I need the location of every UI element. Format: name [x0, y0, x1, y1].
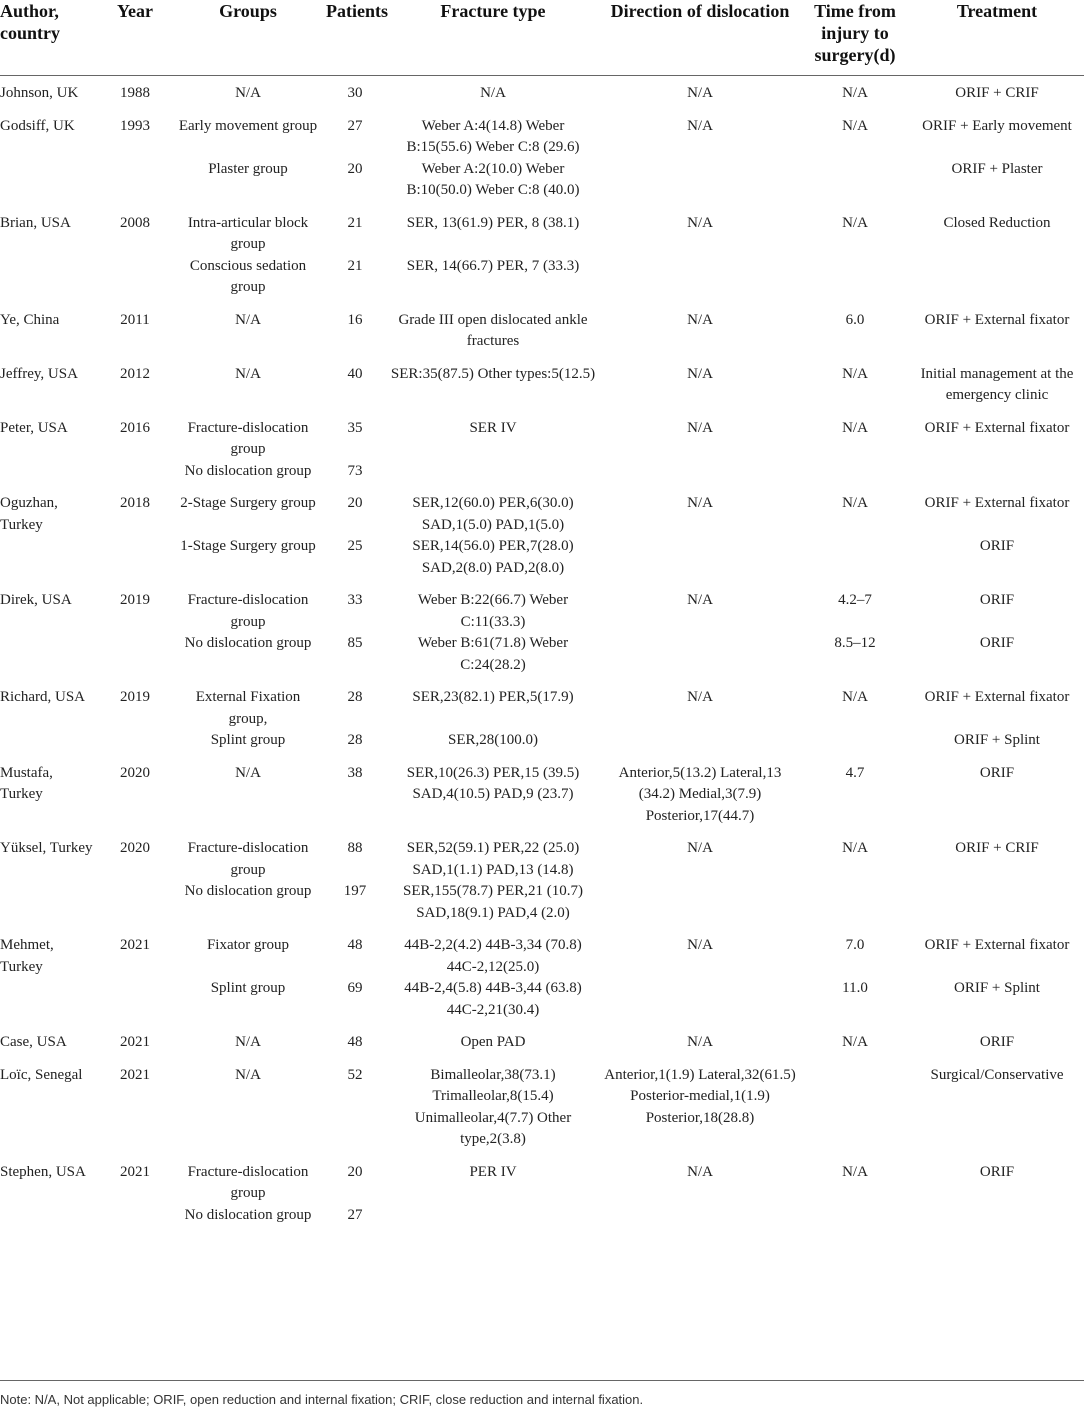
cell-fracture-type: 44B-2,4(5.8) 44B-3,44 (63.8) 44C-2,21(30.4) [404, 980, 582, 1018]
cell-year: 2020 [120, 764, 150, 781]
cell-year: 2011 [120, 311, 150, 328]
cell-treatment: ORIF + External fixator [924, 311, 1070, 328]
cell-author: Direk, USA [0, 592, 72, 608]
cell-year: 2021 [120, 937, 150, 953]
header-treatment: Treatment [910, 0, 1084, 76]
cell-direction: N/A [687, 592, 713, 608]
cell-patients: 69 [347, 980, 363, 996]
table-row [0, 583, 1084, 633]
table-row [0, 159, 1084, 206]
cell-group: No dislocation group [184, 883, 312, 899]
cell-year: 2008 [120, 214, 150, 231]
cell-time: N/A [842, 419, 868, 436]
table-row [0, 1025, 1084, 1058]
cell-treatment: Closed Reduction [943, 214, 1051, 231]
cell-year: 2021 [120, 1163, 150, 1180]
cell-year: 2020 [120, 840, 150, 856]
cell-author [0, 256, 98, 303]
cell-patients: 38 [347, 764, 363, 781]
cell-treatment: Initial management at the emergency clinic [920, 365, 1074, 403]
cell-author: Peter, USA [0, 419, 68, 436]
cell-fracture-type: Bimalleolar,38(73.1) Trimalleolar,8(15.4) Unimalleolar,4(7.7) Other type,2(3.8) [414, 1066, 572, 1147]
cell-treatment: ORIF [979, 764, 1015, 781]
cell-direction: N/A [687, 689, 713, 705]
cell-patients: 16 [347, 311, 363, 328]
cell-group: Splint group [210, 980, 286, 996]
cell-direction [600, 730, 800, 756]
cell-fracture-type: SER,12(60.0) PER,6(30.0) SAD,1(5.0) PAD,1(5.0) [412, 495, 574, 533]
cell-year [98, 536, 172, 583]
cell-group: N/A [235, 85, 261, 101]
cell-patients: 52 [347, 1066, 363, 1083]
cell-time [800, 881, 910, 928]
cell-treatment: ORIF + Plaster [951, 160, 1043, 177]
cell-treatment: ORIF + External fixator [924, 495, 1070, 511]
cell-treatment: ORIF + External fixator [924, 937, 1070, 953]
cell-group: 2-Stage Surgery group [180, 495, 316, 511]
cell-patients: 48 [347, 1034, 363, 1050]
cell-fracture-type: Weber A:4(14.8) Weber B:15(55.6) Weber C:8 (29.6) [406, 117, 580, 155]
cell-treatment [910, 461, 1084, 487]
cell-direction [600, 256, 800, 303]
cell-author: Case, USA [0, 1034, 67, 1050]
cell-group: No dislocation group [184, 635, 312, 651]
cell-time: N/A [842, 1163, 868, 1180]
cell-treatment: ORIF [979, 538, 1015, 554]
cell-group: Conscious sedation group [189, 257, 307, 295]
cell-author: Mustafa, Turkey [0, 764, 53, 802]
cell-time [800, 730, 910, 756]
header-fracture-type: Fracture type [386, 0, 600, 76]
cell-patients: 21 [347, 214, 363, 231]
cell-author: Ye, China [0, 311, 60, 328]
cell-author: Godsiff, UK [0, 117, 75, 134]
cell-patients: 28 [347, 689, 363, 705]
table-row [0, 461, 1084, 487]
table-row [0, 357, 1084, 411]
cell-time: N/A [842, 1034, 868, 1050]
header-direction: Direction of dislocation [600, 0, 800, 76]
cell-treatment: ORIF [979, 1163, 1015, 1180]
table-row [0, 536, 1084, 583]
cell-author [0, 633, 98, 680]
cell-year: 2021 [120, 1034, 150, 1050]
cell-author: Brian, USA [0, 214, 71, 231]
cell-patients: 21 [347, 257, 363, 274]
cell-author [0, 978, 98, 1025]
cell-treatment: ORIF [979, 635, 1015, 651]
cell-treatment: ORIF + Splint [954, 732, 1040, 748]
cell-time: N/A [842, 117, 868, 134]
cell-year: 2021 [120, 1066, 150, 1083]
table-row [0, 76, 1084, 109]
cell-author [0, 536, 98, 583]
table-row [0, 1205, 1084, 1231]
cell-fracture-type: 44B-2,2(4.2) 44B-3,34 (70.8) 44C-2,12(25.0) [404, 937, 582, 975]
cell-group: N/A [235, 1066, 261, 1083]
cell-year: 2019 [120, 689, 150, 705]
cell-year [98, 159, 172, 206]
cell-direction [600, 881, 800, 928]
cell-time [800, 256, 910, 303]
table-row [0, 756, 1084, 832]
header-row [0, 0, 1084, 76]
cell-time: N/A [842, 840, 868, 856]
cell-group: No dislocation group [184, 462, 312, 479]
cell-group: Intra-articular block group [187, 214, 309, 252]
cell-time: 4.2–7 [838, 592, 872, 608]
cell-patients: 20 [347, 1163, 363, 1180]
cell-group: N/A [235, 365, 261, 382]
table-row [0, 978, 1084, 1025]
cell-year [98, 256, 172, 303]
cell-fracture-type: Weber A:2(10.0) Weber B:10(50.0) Weber C:8 (40.0) [406, 160, 580, 198]
cell-direction: N/A [687, 495, 713, 511]
cell-fracture-type: Open PAD [460, 1034, 526, 1050]
cell-treatment: ORIF [979, 592, 1015, 608]
header-time: Time from injury to surgery(d) [800, 0, 910, 76]
cell-fracture-type: SER,23(82.1) PER,5(17.9) [412, 689, 574, 705]
cell-direction: Anterior,1(1.9) Lateral,32(61.5) Posterior-medial,1(1.9) Posterior,18(28.8) [604, 1066, 796, 1126]
cell-direction [600, 159, 800, 206]
cell-year [98, 881, 172, 928]
cell-fracture-type: PER IV [469, 1163, 517, 1180]
cell-group: Fixator group [206, 937, 290, 953]
cell-group: N/A [235, 311, 261, 328]
table-row [0, 928, 1084, 978]
cell-patients: 88 [347, 840, 363, 856]
cell-author: Jeffrey, USA [0, 365, 78, 382]
cell-treatment: ORIF + Splint [954, 980, 1040, 996]
table-row [0, 881, 1084, 928]
cell-year [98, 461, 172, 487]
cell-patients: 73 [347, 462, 363, 479]
cell-author [0, 730, 98, 756]
cell-fracture-type [386, 461, 600, 487]
cell-treatment [910, 1205, 1084, 1231]
cell-fracture-type: SER,155(78.7) PER,21 (10.7) SAD,18(9.1) PAD,4 (2.0) [403, 883, 583, 921]
cell-direction: N/A [687, 117, 713, 134]
table-body [0, 76, 1084, 1231]
table-row [0, 206, 1084, 256]
cell-patients: 25 [347, 538, 363, 554]
cell-author: Johnson, UK [0, 85, 79, 101]
cell-direction: N/A [687, 1163, 713, 1180]
cell-time: N/A [842, 214, 868, 231]
cell-year [98, 1205, 172, 1231]
cell-author: Yüksel, Turkey [0, 840, 93, 856]
header-year: Year [98, 0, 172, 76]
table-row [0, 730, 1084, 756]
cell-time [800, 536, 910, 583]
cell-year: 1993 [120, 117, 150, 134]
cell-fracture-type: SER,28(100.0) [448, 732, 538, 748]
cell-treatment: ORIF + CRIF [955, 85, 1039, 101]
cell-year [98, 978, 172, 1025]
cell-author: Loïc, Senegal [0, 1066, 83, 1083]
cell-patients: 20 [347, 495, 363, 511]
cell-author: Richard, USA [0, 689, 85, 705]
cell-direction: N/A [687, 419, 713, 436]
cell-year: 2018 [120, 495, 150, 511]
cell-treatment: ORIF + Early movement [922, 117, 1072, 134]
table-note: Note: N/A, Not applicable; ORIF, open reduction and internal fixation; CRIF, close reduction and internal fixation. [0, 1380, 1084, 1407]
cell-direction: N/A [687, 365, 713, 382]
cell-year [98, 730, 172, 756]
cell-time: 7.0 [845, 937, 865, 953]
cell-direction [600, 1205, 800, 1231]
cell-fracture-type: SER,52(59.1) PER,22 (25.0) SAD,1(1.1) PAD,13 (14.8) [406, 840, 580, 878]
cell-direction: N/A [687, 85, 713, 101]
table-header [0, 0, 1084, 76]
cell-time [800, 159, 910, 206]
cell-group: 1-Stage Surgery group [180, 538, 316, 554]
cell-patients: 28 [347, 732, 363, 748]
cell-group: Fracture-dislocation group [187, 592, 309, 630]
cell-group: No dislocation group [184, 1206, 312, 1223]
table-row [0, 831, 1084, 881]
cell-fracture-type: N/A [480, 85, 506, 101]
cell-patients: 33 [347, 592, 363, 608]
cell-treatment: Surgical/Conservative [930, 1066, 1064, 1083]
cell-time: 6.0 [845, 311, 865, 328]
cell-fracture-type: SER, 13(61.9) PER, 8 (38.1) [406, 214, 580, 231]
cell-time: N/A [842, 365, 868, 382]
cell-treatment: ORIF + External fixator [924, 419, 1070, 436]
cell-patients: 27 [347, 1206, 363, 1223]
cell-year: 2016 [120, 419, 150, 436]
cell-patients: 27 [347, 117, 363, 134]
cell-time: N/A [842, 85, 868, 101]
cell-time [800, 461, 910, 487]
table-row [0, 109, 1084, 159]
cell-treatment [910, 256, 1084, 303]
cell-patients: 20 [347, 160, 363, 177]
cell-fracture-type: SER,14(56.0) PER,7(28.0) SAD,2(8.0) PAD,2(8.0) [412, 538, 574, 576]
cell-group: Fracture-dislocation group [187, 840, 309, 878]
table-row [0, 633, 1084, 680]
cell-patients: 40 [347, 365, 363, 382]
cell-fracture-type: Weber B:22(66.7) Weber C:11(33.3) [417, 592, 569, 630]
cell-direction [600, 536, 800, 583]
cell-patients: 35 [347, 419, 363, 436]
table-row [0, 486, 1084, 536]
cell-year: 2012 [120, 365, 150, 382]
cell-group: External Fixation group, [195, 689, 301, 727]
cell-fracture-type: SER IV [469, 419, 517, 436]
cell-treatment: ORIF [979, 1034, 1015, 1050]
cell-fracture-type [386, 1205, 600, 1231]
table-row [0, 256, 1084, 303]
cell-fracture-type: SER, 14(66.7) PER, 7 (33.3) [406, 257, 580, 274]
cell-author: Mehmet, Turkey [0, 937, 54, 975]
cell-time: N/A [842, 495, 868, 511]
cell-patients: 30 [347, 85, 363, 101]
cell-treatment: ORIF + CRIF [955, 840, 1039, 856]
cell-group: N/A [235, 764, 261, 781]
cell-group: Plaster group [208, 160, 288, 177]
cell-direction [600, 978, 800, 1025]
cell-direction: N/A [687, 840, 713, 856]
table-row [0, 303, 1084, 357]
header-patients: Patients [324, 0, 386, 76]
cell-direction: N/A [687, 937, 713, 953]
cell-time [800, 1205, 910, 1231]
cell-direction: N/A [687, 214, 713, 231]
table-row [0, 680, 1084, 730]
table-row [0, 1058, 1084, 1155]
cell-direction [600, 633, 800, 680]
header-author: Author, country [0, 0, 98, 76]
cell-group: Early movement group [178, 117, 318, 134]
cell-author: Stephen, USA [0, 1163, 86, 1180]
cell-fracture-type: Grade III open dislocated ankle fractures [398, 311, 588, 349]
cell-direction: N/A [687, 311, 713, 328]
cell-author: Oguzhan, Turkey [0, 495, 58, 533]
cell-year: 2019 [120, 592, 150, 608]
cell-time: N/A [842, 689, 868, 705]
cell-time [800, 1058, 910, 1155]
cell-direction: N/A [687, 1034, 713, 1050]
cell-author [0, 461, 98, 487]
cell-time: 11.0 [842, 980, 868, 996]
cell-treatment: ORIF + External fixator [924, 689, 1070, 705]
cell-fracture-type: Weber B:61(71.8) Weber C:24(28.2) [417, 635, 569, 673]
cell-year [98, 633, 172, 680]
cell-author [0, 1205, 98, 1231]
cell-direction: Anterior,5(13.2) Lateral,13 (34.2) Medial,3(7.9) Posterior,17(44.7) [618, 764, 782, 824]
cell-author [0, 881, 98, 928]
cell-time: 8.5–12 [834, 635, 876, 651]
cell-patients: 48 [347, 937, 363, 953]
cell-time: 4.7 [845, 764, 865, 781]
cell-patients: 85 [347, 635, 363, 651]
cell-group: Fracture-dislocation group [187, 1163, 309, 1201]
cell-group: N/A [235, 1034, 261, 1050]
table-row [0, 1155, 1084, 1205]
table-row [0, 411, 1084, 461]
cell-direction [600, 461, 800, 487]
cell-author [0, 159, 98, 206]
cell-fracture-type: SER,10(26.3) PER,15 (39.5) SAD,4(10.5) PAD,9 (23.7) [406, 764, 580, 802]
cell-group: Splint group [210, 732, 286, 748]
header-groups: Groups [172, 0, 324, 76]
cell-year: 1988 [120, 85, 150, 101]
cell-treatment [910, 881, 1084, 928]
cell-fracture-type: SER:35(87.5) Other types:5(12.5) [390, 365, 596, 382]
cell-patients: 197 [343, 883, 367, 899]
cell-group: Fracture-dislocation group [187, 419, 309, 457]
